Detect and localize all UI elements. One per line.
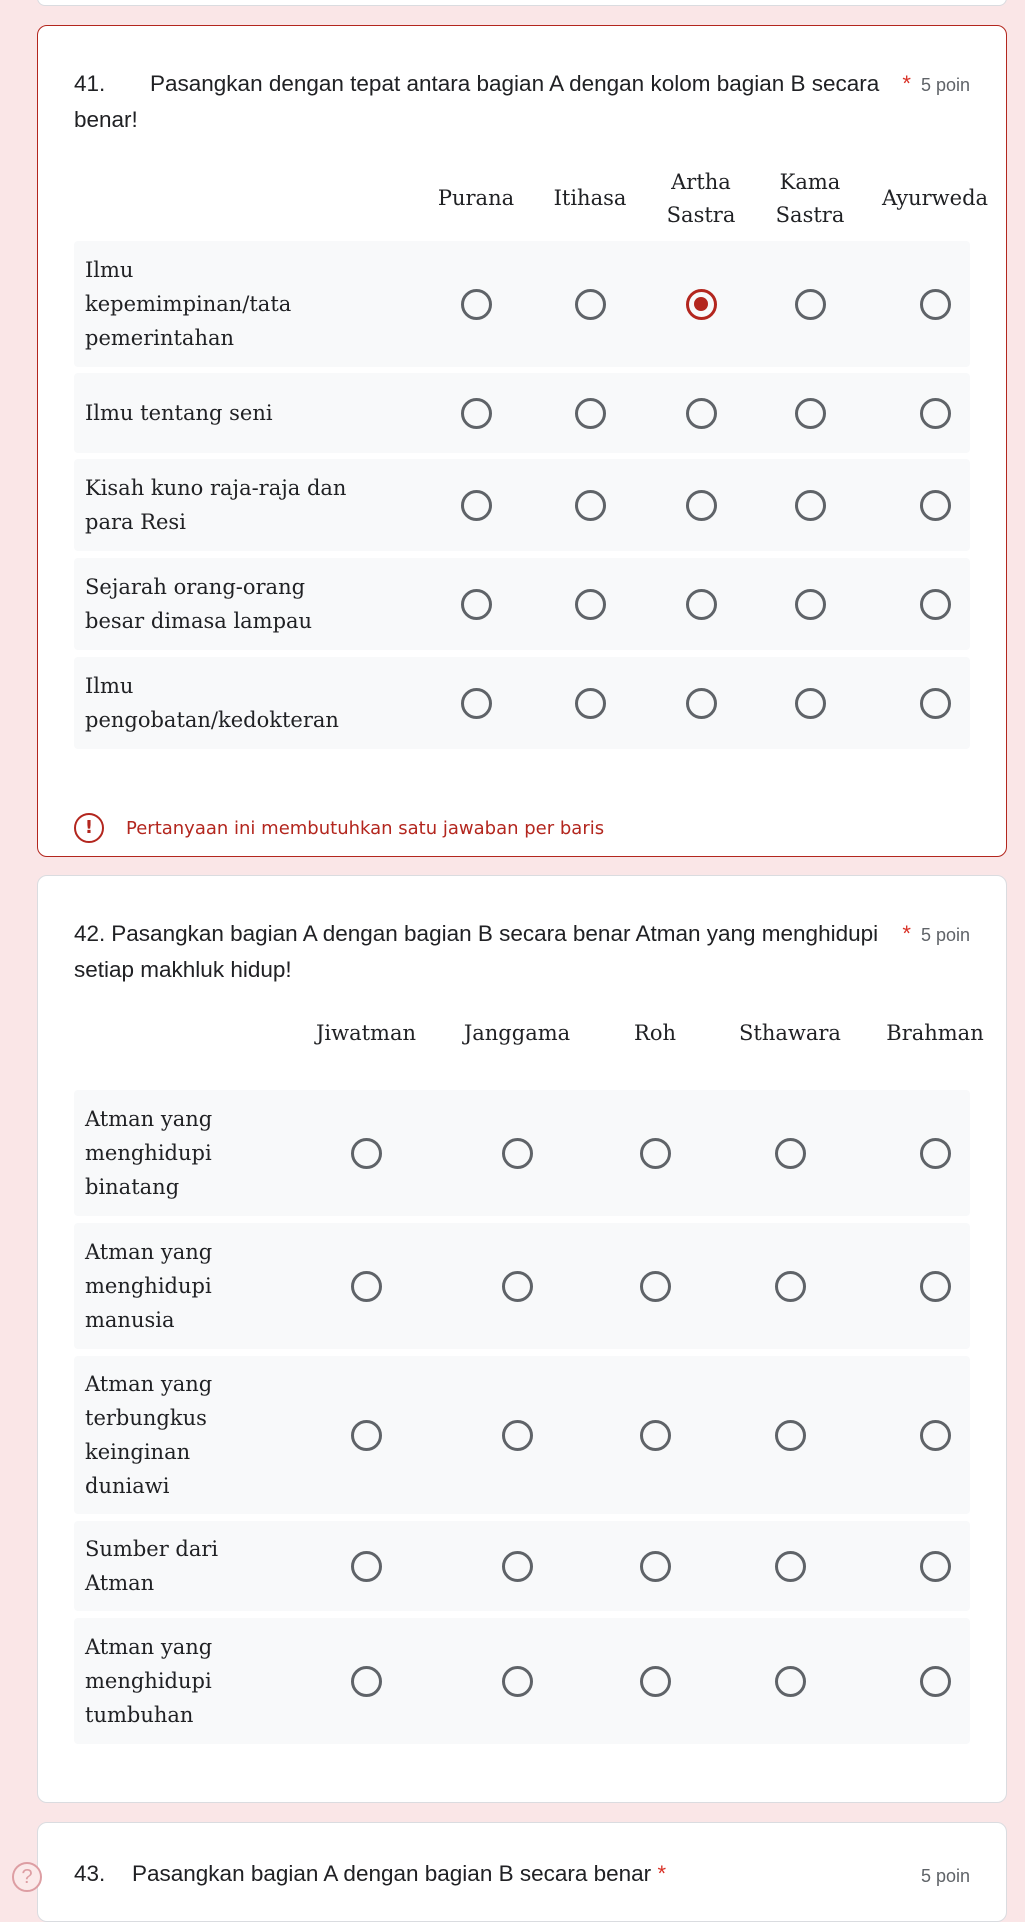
radio-button[interactable]: [920, 1420, 951, 1451]
row-label-text: manusia: [85, 1308, 175, 1332]
column-header: [316, 1017, 416, 1050]
grid-row: [74, 459, 970, 551]
radio-button[interactable]: [640, 1138, 671, 1169]
row-label: [85, 1367, 212, 1503]
validation-error: [74, 811, 604, 845]
radio-button[interactable]: [920, 398, 951, 429]
row-label-text: tumbuhan: [85, 1703, 194, 1727]
grid-row: [74, 558, 970, 650]
radio-button[interactable]: [461, 688, 492, 719]
radio-button[interactable]: [461, 490, 492, 521]
column-header: [882, 182, 988, 215]
radio-button[interactable]: [920, 688, 951, 719]
column-header: [667, 166, 736, 232]
question-43-card: [37, 1822, 1007, 1922]
radio-button[interactable]: [461, 398, 492, 429]
question-42-card: [37, 875, 1007, 1803]
row-label-text: menghidupi: [85, 1141, 212, 1165]
radio-button[interactable]: [502, 1271, 533, 1302]
points-label: 5 poin: [920, 75, 970, 95]
row-label-text: Ilmu: [85, 258, 134, 282]
row-label-text: pemerintahan: [85, 326, 235, 350]
radio-button[interactable]: [795, 490, 826, 521]
radio-button[interactable]: [775, 1138, 806, 1169]
radio-button[interactable]: [502, 1666, 533, 1697]
column-header-text: Ayurweda: [881, 186, 989, 210]
radio-button[interactable]: [686, 398, 717, 429]
column-header: [634, 1017, 676, 1050]
radio-button[interactable]: [686, 490, 717, 521]
row-label-text: Atman yang: [85, 1107, 213, 1131]
radio-button[interactable]: [575, 289, 606, 320]
radio-button[interactable]: [686, 589, 717, 620]
radio-button[interactable]: [775, 1271, 806, 1302]
question-text: Pasangkan bagian A dengan bagian B secara benar Atman yang menghidupi setiap makhluk hidup!: [74, 921, 879, 982]
row-label-text: duniawi: [85, 1474, 170, 1498]
row-label: [85, 1235, 212, 1337]
row-label-text: Atman yang: [85, 1240, 213, 1264]
row-label-text: menghidupi: [85, 1274, 212, 1298]
column-header: [438, 182, 514, 215]
radio-button[interactable]: [775, 1666, 806, 1697]
row-label-text: Atman: [85, 1571, 155, 1595]
column-header-text: Sthawara: [739, 1021, 841, 1045]
radio-button[interactable]: [795, 589, 826, 620]
radio-button[interactable]: [502, 1551, 533, 1582]
grid-row: [74, 657, 970, 749]
row-label-text: Atman yang: [85, 1372, 213, 1396]
question-43-title: [74, 1856, 894, 1892]
grid-row: [74, 373, 970, 453]
radio-button[interactable]: [920, 1666, 951, 1697]
column-header: [554, 182, 627, 215]
column-header-text: Kama: [779, 170, 841, 194]
radio-button[interactable]: [640, 1271, 671, 1302]
column-header: [886, 1017, 983, 1050]
column-header: [776, 166, 845, 232]
radio-button[interactable]: [775, 1551, 806, 1582]
radio-button[interactable]: [920, 1271, 951, 1302]
radio-button[interactable]: [775, 1420, 806, 1451]
row-label: [85, 396, 273, 430]
row-label-text: binatang: [85, 1175, 180, 1199]
error-icon: !: [74, 813, 104, 843]
grid-row: [74, 1521, 970, 1611]
radio-button[interactable]: [920, 1138, 951, 1169]
radio-button[interactable]: [795, 289, 826, 320]
column-header-text: Roh: [634, 1021, 676, 1045]
column-header: [464, 1017, 570, 1050]
radio-button[interactable]: [351, 1138, 382, 1169]
row-label-text: pengobatan/kedokteran: [85, 708, 339, 732]
row-label-text: Sejarah orang-orang: [85, 575, 306, 599]
radio-button[interactable]: [640, 1666, 671, 1697]
column-header: [739, 1017, 841, 1050]
column-header-text: Brahman: [886, 1021, 984, 1045]
required-asterisk: *: [902, 921, 911, 946]
radio-button[interactable]: [795, 688, 826, 719]
row-label: [85, 1532, 218, 1600]
column-header-text: Jiwatman: [315, 1021, 417, 1045]
row-label: [85, 253, 291, 355]
row-label: [85, 1630, 212, 1732]
row-label-text: besar dimasa lampau: [85, 609, 313, 633]
question-number: 41.: [74, 71, 106, 96]
radio-button[interactable]: [640, 1420, 671, 1451]
column-header-text: Itihasa: [553, 186, 627, 210]
radio-button[interactable]: [351, 1271, 382, 1302]
radio-button[interactable]: [920, 289, 951, 320]
help-icon[interactable]: ?: [12, 1862, 42, 1892]
choice-grid: [74, 876, 984, 1776]
question-41-card: [37, 25, 1007, 857]
error-message: Pertanyaan ini membutuhkan satu jawaban per baris: [126, 817, 605, 839]
row-label-text: Atman yang: [85, 1635, 213, 1659]
row-label-text: Sumber dari: [85, 1537, 219, 1561]
radio-button[interactable]: [686, 688, 717, 719]
column-header-text: Janggama: [463, 1021, 571, 1045]
question-number: 43.: [74, 1861, 106, 1886]
grid-row: [74, 1090, 970, 1216]
row-label: [85, 1102, 212, 1204]
radio-button[interactable]: [575, 589, 606, 620]
row-label-text: para Resi: [85, 510, 186, 534]
required-asterisk: *: [902, 71, 911, 96]
row-label-text: menghidupi: [85, 1669, 212, 1693]
row-label-text: terbungkus: [85, 1406, 207, 1430]
row-label-text: Kisah kuno raja-raja dan: [85, 476, 347, 500]
points-indicator: [921, 1858, 970, 1894]
row-label: [85, 471, 346, 539]
row-label-text: Ilmu: [85, 674, 134, 698]
points-label: 5 poin: [920, 1866, 970, 1886]
column-header-text: Artha: [671, 170, 731, 194]
radio-button[interactable]: [351, 1420, 382, 1451]
column-header-text: Sastra: [666, 203, 736, 227]
radio-button[interactable]: [461, 289, 492, 320]
column-header-text: Sastra: [775, 203, 845, 227]
question-number: 42.: [74, 921, 106, 946]
row-label-text: keinginan: [85, 1440, 191, 1464]
radio-button[interactable]: [502, 1138, 533, 1169]
radio-button[interactable]: [575, 490, 606, 521]
radio-button[interactable]: [920, 490, 951, 521]
radio-button-selected[interactable]: [686, 289, 717, 320]
required-asterisk: *: [657, 1861, 666, 1886]
radio-button[interactable]: [351, 1551, 382, 1582]
radio-button[interactable]: [461, 589, 492, 620]
row-label: [85, 570, 312, 638]
previous-question-card: [37, 0, 1007, 6]
radio-button[interactable]: [795, 398, 826, 429]
radio-button[interactable]: [575, 398, 606, 429]
column-header-text: Purana: [437, 186, 515, 210]
grid-row: [74, 1356, 970, 1514]
radio-button[interactable]: [920, 589, 951, 620]
radio-button[interactable]: [351, 1666, 382, 1697]
question-text: Pasangkan bagian A dengan bagian B secara benar: [132, 1861, 652, 1886]
row-label-text: Ilmu tentang seni: [85, 401, 273, 425]
radio-button[interactable]: [640, 1551, 671, 1582]
grid-row: [74, 1618, 970, 1744]
question-text: Pasangkan dengan tepat antara bagian A dengan kolom bagian B secara benar!: [74, 71, 880, 132]
grid-row: [74, 241, 970, 367]
row-label: [85, 669, 339, 737]
row-label-text: kepemimpinan/tata: [85, 292, 292, 316]
grid-row: [74, 1223, 970, 1349]
points-label: 5 poin: [920, 925, 970, 945]
choice-grid: [74, 26, 989, 786]
radio-button[interactable]: [920, 1551, 951, 1582]
radio-button[interactable]: [502, 1420, 533, 1451]
radio-button[interactable]: [575, 688, 606, 719]
